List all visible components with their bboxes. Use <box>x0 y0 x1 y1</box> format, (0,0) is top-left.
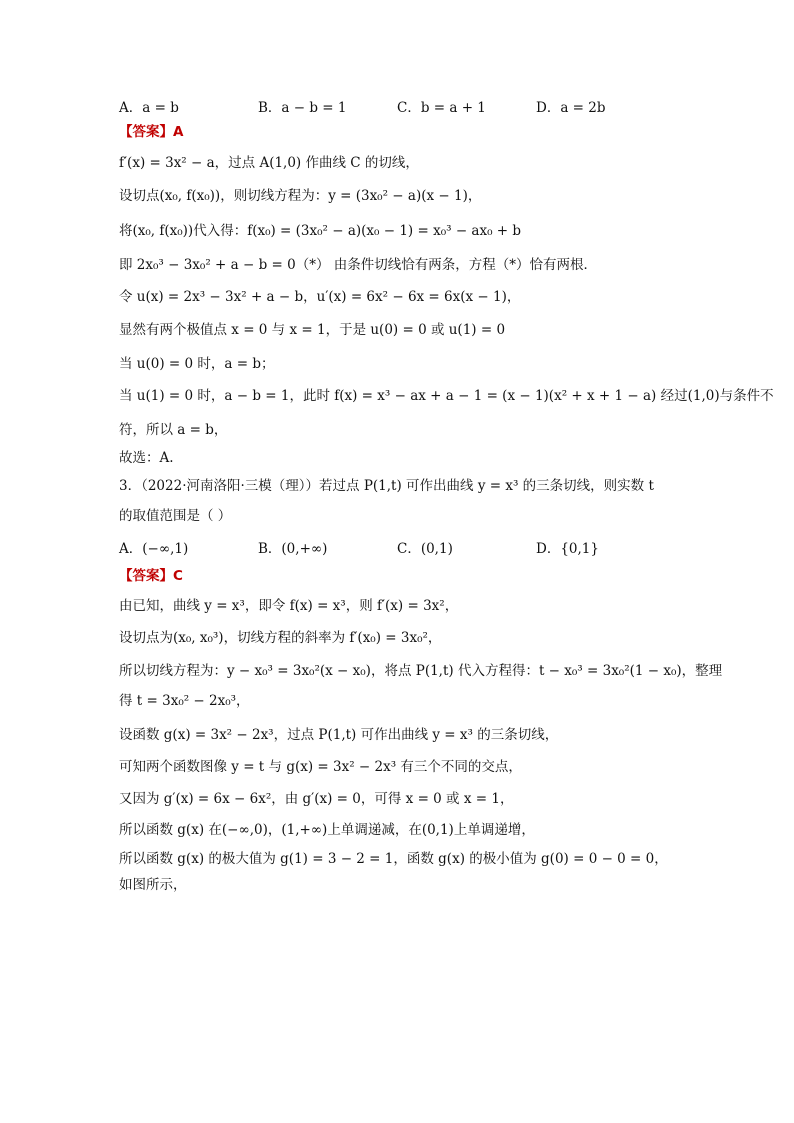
q3-solution-line: 设函数 g(x) = 3x² − 2x³，过点 P(1,t) 可作出曲线 y = x³ 的三条切线， <box>119 727 559 743</box>
q3-solution-line: 可知两个函数图像 y = t 与 g(x) = 3x² − 2x³ 有三个不同的交点， <box>119 759 522 775</box>
q2-solution-line: 当 u(1) = 0 时，a − b = 1，此时 f(x) = x³ − ax + a − 1 = (x − 1)(x² + x + 1 − a) 经过(1,0)与条件不 <box>119 388 774 404</box>
q2-answer-label: 【答案】A <box>119 124 184 140</box>
q2-solution-line: 设切点(x₀, f(x₀))，则切线方程为：y = (3x₀² − a)(x − 1)， <box>119 188 482 204</box>
q3-solution-line: 如图所示， <box>119 877 187 893</box>
q2-choice-a: A．a = b <box>119 100 179 116</box>
q3-solution-line: 所以切线方程为：y − x₀³ = 3x₀²(x − x₀)，将点 P(1,t) 代入方程得：t − x₀³ = 3x₀²(1 − x₀)，整理 <box>119 663 723 679</box>
q3-solution-line: 又因为 g′(x) = 6x − 6x²，由 g′(x) = 0，可得 x = 0 或 x = 1， <box>119 791 514 807</box>
q2-solution-line: 当 u(0) = 0 时，a = b； <box>119 356 275 372</box>
q3-stem: 的取值范围是（ ） <box>119 508 232 524</box>
q2-solution-line: 即 2x₀³ − 3x₀² + a − b = 0（*） 由条件切线恰有两条，方程（*）恰有两根． <box>119 257 597 273</box>
q3-answer-label: 【答案】C <box>119 568 183 584</box>
q2-choice-b: B．a − b = 1 <box>258 100 347 116</box>
q2-solution-line: 将(x₀, f(x₀))代入得：f(x₀) = (3x₀² − a)(x₀ − 1) = x₀³ − ax₀ + b <box>119 223 522 239</box>
q3-solution-line: 设切点为(x₀, x₀³)，切线方程的斜率为 f′(x₀) = 3x₀²， <box>119 630 442 646</box>
q2-solution-line: 故选：A. <box>119 450 174 466</box>
q2-choice-d: D．a = 2b <box>536 100 606 116</box>
q3-choice-b: B．(0,+∞) <box>258 541 328 557</box>
q3-choice-d: D．{0,1} <box>536 541 599 557</box>
q2-solution-line: 符，所以 a = b， <box>119 422 228 438</box>
q3-stem: 3．（2022·河南洛阳·三模（理））若过点 P(1,t) 可作出曲线 y = x³ 的三条切线，则实数 t <box>119 478 654 494</box>
q3-choice-c: C．(0,1) <box>397 541 453 557</box>
q3-choice-a: A．(−∞,1) <box>119 541 189 557</box>
q2-solution-line: f′(x) = 3x² − a，过点 A(1,0) 作曲线 C 的切线， <box>119 155 419 171</box>
q2-choice-c: C．b = a + 1 <box>397 100 486 116</box>
q2-solution-line: 令 u(x) = 2x³ − 3x² + a − b，u′(x) = 6x² − 6x = 6x(x − 1)， <box>119 289 521 305</box>
q3-solution-line: 所以函数 g(x) 的极大值为 g(1) = 3 − 2 = 1，函数 g(x) 的极小值为 g(0) = 0 − 0 = 0， <box>119 851 668 867</box>
q2-solution-line: 显然有两个极值点 x = 0 与 x = 1，于是 u(0) = 0 或 u(1) = 0 <box>119 322 506 338</box>
q3-solution-line: 得 t = 3x₀² − 2x₀³， <box>119 693 250 709</box>
q3-solution-line: 所以函数 g(x) 在(−∞,0)，(1,+∞)上单调递减，在(0,1)上单调递增， <box>119 822 535 838</box>
q3-solution-line: 由已知，曲线 y = x³，即令 f(x) = x³，则 f′(x) = 3x²， <box>119 598 459 614</box>
